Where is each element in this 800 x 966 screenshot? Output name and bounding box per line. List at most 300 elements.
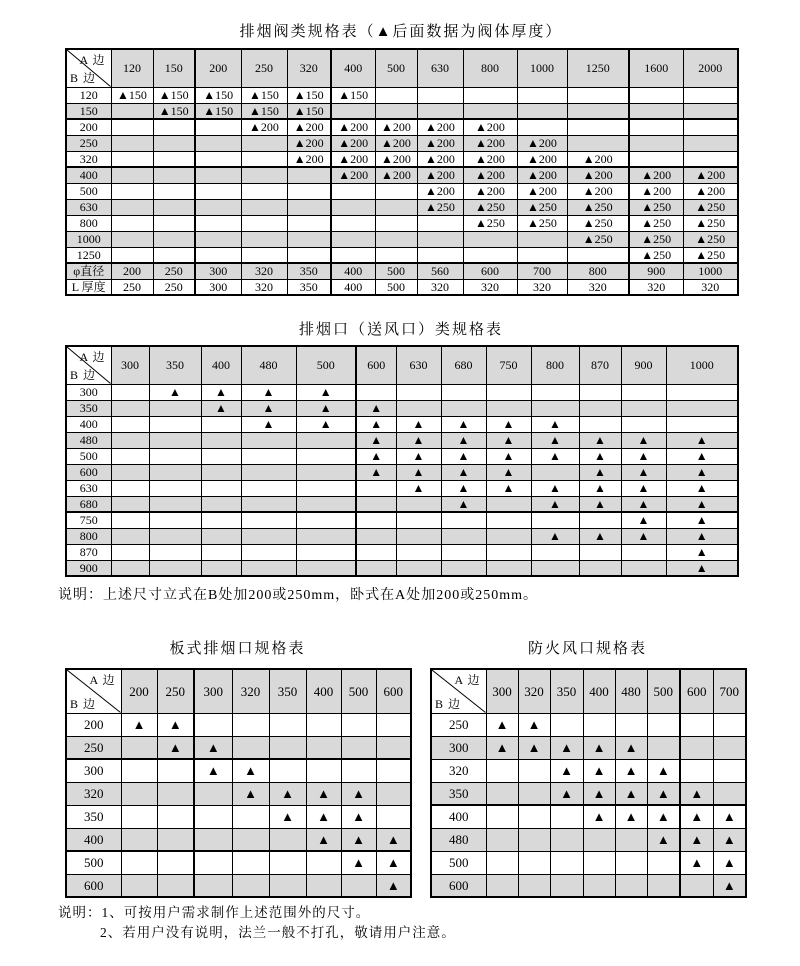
spec-cell-filled: 800 <box>567 263 629 279</box>
spec-cell-filled: ▲ <box>666 496 738 512</box>
spec-cell-filled: ▲ <box>149 384 201 400</box>
spec-cell-filled: ▲ <box>341 782 376 805</box>
spec-cell-empty <box>194 805 232 828</box>
spec-cell-empty <box>713 736 746 759</box>
outlet-table-title: 排烟口（送风口）类规格表 <box>298 322 503 338</box>
spec-cell-empty <box>375 247 417 263</box>
spec-cell-filled: 350 <box>287 279 331 295</box>
spec-cell-empty <box>195 151 241 167</box>
spec-cell-empty <box>375 215 417 231</box>
spec-cell-empty <box>463 103 517 119</box>
row-header: 120 <box>66 87 111 103</box>
spec-cell-empty <box>621 416 666 432</box>
column-header: 150 <box>153 49 195 87</box>
spec-cell-filled: ▲ <box>121 713 157 736</box>
spec-cell-empty <box>579 400 621 416</box>
column-header: 500 <box>375 49 417 87</box>
spec-cell-empty <box>375 103 417 119</box>
spec-cell-empty <box>241 528 296 544</box>
spec-cell-filled: ▲ <box>647 782 680 805</box>
spec-cell-empty <box>232 874 269 897</box>
spec-cell-filled: ▲ <box>194 759 232 782</box>
spec-cell-empty <box>518 759 550 782</box>
spec-cell-empty <box>550 805 583 828</box>
spec-cell-filled: ▲ <box>550 782 583 805</box>
row-header: 750 <box>66 512 111 528</box>
row-header: 500 <box>66 183 111 199</box>
spec-cell-empty <box>550 874 583 897</box>
spec-cell-empty <box>341 736 376 759</box>
row-header: 320 <box>431 759 486 782</box>
spec-cell-empty <box>149 400 201 416</box>
spec-cell-empty <box>153 151 195 167</box>
spec-cell-empty <box>615 874 647 897</box>
row-header: 250 <box>431 713 486 736</box>
spec-cell-empty <box>111 231 153 247</box>
spec-cell-empty <box>157 828 194 851</box>
spec-cell-filled: ▲ <box>583 759 615 782</box>
spec-cell-empty <box>287 183 331 199</box>
spec-cell-filled: ▲ <box>713 805 746 828</box>
spec-cell-empty <box>441 512 486 528</box>
spec-cell-empty <box>241 432 296 448</box>
row-header: 320 <box>66 151 111 167</box>
spec-cell-filled: ▲ <box>579 496 621 512</box>
spec-cell-filled: ▲200 <box>517 183 567 199</box>
spec-cell-empty <box>713 782 746 805</box>
spec-cell-filled: ▲ <box>615 805 647 828</box>
spec-cell-filled: ▲200 <box>463 119 517 135</box>
spec-cell-filled: ▲ <box>376 828 411 851</box>
spec-cell-empty <box>567 119 629 135</box>
spec-cell-empty <box>417 87 463 103</box>
spec-cell-filled: ▲250 <box>683 247 738 263</box>
corner-label-b-side: B 边 <box>70 70 97 85</box>
corner-label-a-side: A 边 <box>79 350 106 364</box>
spec-cell-filled: ▲200 <box>567 183 629 199</box>
spec-cell-empty <box>296 496 356 512</box>
spec-cell-empty <box>153 135 195 151</box>
spec-cell-filled: ▲ <box>531 432 579 448</box>
spec-cell-empty <box>517 87 567 103</box>
row-header: 480 <box>66 432 111 448</box>
spec-cell-empty <box>296 560 356 576</box>
spec-cell-empty <box>287 247 331 263</box>
spec-cell-filled: ▲ <box>666 560 738 576</box>
column-header: 400 <box>583 669 615 713</box>
spec-cell-filled: ▲ <box>306 805 341 828</box>
spec-cell-empty <box>153 119 195 135</box>
spec-cell-filled: ▲ <box>441 464 486 480</box>
spec-cell-filled: ▲ <box>550 759 583 782</box>
spec-cell-empty <box>195 231 241 247</box>
row-header: 630 <box>66 480 111 496</box>
spec-cell-filled: ▲150 <box>241 103 287 119</box>
spec-cell-filled: 320 <box>241 279 287 295</box>
spec-cell-filled: ▲200 <box>517 151 567 167</box>
spec-cell-filled: ▲ <box>486 713 518 736</box>
spec-cell-empty <box>567 135 629 151</box>
spec-cell-empty <box>417 247 463 263</box>
spec-cell-empty <box>241 199 287 215</box>
spec-cell-empty <box>463 231 517 247</box>
row-header: 600 <box>431 874 486 897</box>
spec-cell-empty <box>153 167 195 183</box>
spec-cell-empty <box>331 231 375 247</box>
spec-cell-empty <box>615 851 647 874</box>
table-grid <box>65 668 412 898</box>
spec-cell-filled: 700 <box>517 263 567 279</box>
spec-cell-filled: 250 <box>153 263 195 279</box>
spec-cell-filled: ▲ <box>441 496 486 512</box>
spec-cell-empty <box>194 713 232 736</box>
spec-cell-filled: ▲ <box>376 851 411 874</box>
spec-cell-filled: ▲200 <box>287 119 331 135</box>
column-header: 320 <box>232 669 269 713</box>
spec-cell-empty <box>241 135 287 151</box>
spec-cell-empty <box>153 183 195 199</box>
row-header: 300 <box>66 759 121 782</box>
spec-cell-filled: ▲ <box>621 432 666 448</box>
spec-cell-empty <box>629 87 683 103</box>
spec-cell-filled: ▲ <box>232 782 269 805</box>
spec-cell-filled: ▲ <box>194 736 232 759</box>
spec-cell-empty <box>111 151 153 167</box>
spec-cell-empty <box>550 713 583 736</box>
spec-cell-filled: ▲ <box>531 416 579 432</box>
spec-cell-filled: ▲ <box>647 805 680 828</box>
spec-cell-empty <box>331 183 375 199</box>
spec-cell-filled: ▲250 <box>683 215 738 231</box>
spec-cell-empty <box>621 544 666 560</box>
spec-cell-empty <box>680 736 713 759</box>
spec-cell-filled: ▲ <box>356 448 396 464</box>
spec-cell-empty <box>201 416 241 432</box>
column-header: 630 <box>417 49 463 87</box>
spec-cell-empty <box>195 247 241 263</box>
spec-cell-filled: ▲200 <box>417 119 463 135</box>
spec-cell-filled: ▲ <box>713 874 746 897</box>
spec-cell-empty <box>241 560 296 576</box>
spec-cell-filled: ▲200 <box>287 135 331 151</box>
bottom-note-line1: 说明：1、可按用户需求制作上述范围外的尺寸。 <box>58 905 371 920</box>
corner-label-b-side: B 边 <box>435 696 462 711</box>
spec-cell-empty <box>121 736 157 759</box>
spec-cell-filled: ▲200 <box>331 151 375 167</box>
spec-cell-empty <box>331 199 375 215</box>
spec-cell-empty <box>486 400 531 416</box>
spec-cell-empty <box>486 805 518 828</box>
spec-cell-empty <box>486 544 531 560</box>
spec-cell-empty <box>121 828 157 851</box>
spec-cell-filled: ▲ <box>579 480 621 496</box>
spec-cell-empty <box>486 512 531 528</box>
spec-cell-empty <box>486 851 518 874</box>
corner-header-cell <box>66 346 111 384</box>
spec-cell-filled: ▲ <box>531 528 579 544</box>
spec-cell-empty <box>157 805 194 828</box>
spec-cell-filled: ▲ <box>232 759 269 782</box>
plate-smoke-outlet-spec-table <box>65 668 412 898</box>
spec-cell-filled: ▲ <box>666 480 738 496</box>
spec-cell-filled: ▲ <box>241 400 296 416</box>
spec-cell-filled: ▲ <box>550 736 583 759</box>
spec-cell-empty <box>111 135 153 151</box>
spec-cell-empty <box>201 432 241 448</box>
row-header: 500 <box>431 851 486 874</box>
spec-cell-filled: ▲ <box>157 736 194 759</box>
spec-cell-filled: ▲250 <box>629 247 683 263</box>
spec-cell-filled: 400 <box>331 279 375 295</box>
spec-cell-filled: ▲ <box>647 828 680 851</box>
spec-cell-empty <box>356 480 396 496</box>
row-header: 250 <box>66 736 121 759</box>
spec-cell-empty <box>531 544 579 560</box>
spec-cell-empty <box>486 874 518 897</box>
spec-cell-empty <box>149 432 201 448</box>
spec-cell-empty <box>615 713 647 736</box>
spec-cell-filled: ▲ <box>621 464 666 480</box>
spec-cell-empty <box>149 464 201 480</box>
row-header: 400 <box>66 167 111 183</box>
spec-cell-empty <box>194 782 232 805</box>
spec-cell-filled: ▲ <box>201 384 241 400</box>
spec-cell-empty <box>486 759 518 782</box>
spec-cell-empty <box>149 528 201 544</box>
spec-cell-empty <box>241 480 296 496</box>
table-grid <box>65 48 739 296</box>
table-grid <box>65 345 739 577</box>
spec-cell-filled: ▲ <box>680 782 713 805</box>
spec-cell-empty <box>396 400 441 416</box>
spec-cell-empty <box>486 560 531 576</box>
spec-cell-filled: ▲ <box>341 828 376 851</box>
spec-cell-filled: ▲ <box>579 528 621 544</box>
spec-cell-filled: ▲ <box>486 448 531 464</box>
spec-cell-empty <box>195 199 241 215</box>
spec-cell-filled: ▲250 <box>417 199 463 215</box>
row-header: 870 <box>66 544 111 560</box>
spec-cell-filled: ▲ <box>680 805 713 828</box>
row-header: φ直径 <box>66 263 111 279</box>
spec-cell-empty <box>111 448 149 464</box>
spec-cell-empty <box>531 400 579 416</box>
row-header: 200 <box>66 119 111 135</box>
spec-cell-filled: ▲ <box>296 384 356 400</box>
column-header: 680 <box>441 346 486 384</box>
row-header: 600 <box>66 874 121 897</box>
row-header: 800 <box>66 528 111 544</box>
column-header: 320 <box>287 49 331 87</box>
spec-cell-empty <box>149 480 201 496</box>
spec-cell-filled: ▲200 <box>417 135 463 151</box>
spec-cell-filled: ▲ <box>579 448 621 464</box>
row-header: 630 <box>66 199 111 215</box>
spec-cell-empty <box>567 87 629 103</box>
spec-cell-empty <box>683 151 738 167</box>
spec-cell-filled: ▲200 <box>375 151 417 167</box>
column-header: 750 <box>486 346 531 384</box>
spec-cell-filled: 1000 <box>683 263 738 279</box>
spec-cell-empty <box>195 135 241 151</box>
spec-cell-empty <box>486 528 531 544</box>
spec-cell-filled: ▲ <box>269 805 306 828</box>
spec-cell-empty <box>396 528 441 544</box>
spec-cell-empty <box>356 496 396 512</box>
column-header: 1250 <box>567 49 629 87</box>
spec-cell-empty <box>486 828 518 851</box>
spec-cell-empty <box>647 713 680 736</box>
column-header: 250 <box>241 49 287 87</box>
row-header: 500 <box>66 851 121 874</box>
column-header: 600 <box>356 346 396 384</box>
spec-cell-empty <box>195 119 241 135</box>
column-header: 2000 <box>683 49 738 87</box>
corner-label-a-side: A 边 <box>454 673 481 687</box>
spec-cell-empty <box>683 119 738 135</box>
row-header: 250 <box>66 135 111 151</box>
spec-cell-empty <box>579 544 621 560</box>
spec-cell-filled: ▲150 <box>195 103 241 119</box>
spec-cell-empty <box>680 759 713 782</box>
spec-cell-filled: ▲200 <box>375 167 417 183</box>
spec-cell-empty <box>111 432 149 448</box>
spec-cell-filled: ▲ <box>615 736 647 759</box>
spec-cell-empty <box>629 135 683 151</box>
spec-cell-filled: ▲ <box>486 432 531 448</box>
spec-cell-filled: 250 <box>111 279 153 295</box>
spec-cell-empty <box>201 528 241 544</box>
spec-cell-empty <box>194 828 232 851</box>
spec-cell-filled: ▲200 <box>567 167 629 183</box>
column-header: 1600 <box>629 49 683 87</box>
spec-cell-empty <box>531 512 579 528</box>
spec-cell-filled: ▲150 <box>241 87 287 103</box>
spec-cell-filled: 500 <box>375 279 417 295</box>
spec-cell-empty <box>241 167 287 183</box>
spec-cell-empty <box>417 215 463 231</box>
spec-cell-filled: ▲ <box>666 512 738 528</box>
spec-cell-empty <box>195 167 241 183</box>
fire-damper-table-title: 防火风口规格表 <box>527 641 647 657</box>
spec-cell-empty <box>296 480 356 496</box>
corner-label-a-side: A 边 <box>89 673 116 687</box>
spec-cell-empty <box>287 231 331 247</box>
row-header: 150 <box>66 103 111 119</box>
spec-cell-filled: ▲ <box>680 851 713 874</box>
spec-cell-filled: ▲ <box>615 782 647 805</box>
spec-cell-empty <box>666 400 738 416</box>
spec-cell-filled: 320 <box>463 279 517 295</box>
corner-label-b-side: B 边 <box>70 696 97 711</box>
mid-note: 说明：上述尺寸立式在B处加200或250mm，卧式在A处加200或250mm。 <box>58 588 539 603</box>
spec-cell-filled: ▲ <box>441 416 486 432</box>
spec-cell-empty <box>396 496 441 512</box>
spec-cell-empty <box>153 215 195 231</box>
spec-cell-filled: 560 <box>417 263 463 279</box>
spec-cell-empty <box>296 448 356 464</box>
spec-cell-empty <box>518 828 550 851</box>
spec-cell-empty <box>111 544 149 560</box>
spec-cell-filled: ▲ <box>621 496 666 512</box>
spec-cell-filled: ▲250 <box>517 215 567 231</box>
spec-cell-empty <box>296 512 356 528</box>
spec-cell-empty <box>111 464 149 480</box>
spec-cell-empty <box>232 713 269 736</box>
spec-cell-empty <box>376 759 411 782</box>
spec-cell-filled: ▲ <box>666 464 738 480</box>
spec-cell-empty <box>518 782 550 805</box>
spec-cell-filled: ▲250 <box>629 231 683 247</box>
spec-cell-filled: ▲250 <box>463 199 517 215</box>
column-header: 500 <box>647 669 680 713</box>
row-header: 400 <box>66 828 121 851</box>
spec-cell-empty <box>375 87 417 103</box>
spec-cell-empty <box>111 103 153 119</box>
column-header: 600 <box>376 669 411 713</box>
row-header: 400 <box>66 416 111 432</box>
spec-cell-filled: ▲ <box>666 432 738 448</box>
spec-cell-empty <box>680 874 713 897</box>
spec-cell-empty <box>111 528 149 544</box>
spec-cell-empty <box>376 805 411 828</box>
spec-cell-filled: ▲200 <box>463 183 517 199</box>
spec-cell-empty <box>241 247 287 263</box>
spec-cell-empty <box>517 247 567 263</box>
column-header: 700 <box>713 669 746 713</box>
spec-cell-empty <box>647 736 680 759</box>
spec-cell-filled: ▲ <box>579 464 621 480</box>
spec-cell-empty <box>241 215 287 231</box>
spec-cell-filled: ▲ <box>241 384 296 400</box>
spec-cell-empty <box>629 151 683 167</box>
spec-cell-filled: ▲150 <box>287 103 331 119</box>
spec-cell-filled: ▲200 <box>287 151 331 167</box>
spec-cell-filled: 350 <box>287 263 331 279</box>
spec-cell-filled: ▲ <box>396 432 441 448</box>
spec-cell-empty <box>111 167 153 183</box>
spec-cell-filled: ▲ <box>666 528 738 544</box>
spec-cell-filled: 500 <box>375 263 417 279</box>
fire-damper-spec-table <box>430 668 747 898</box>
spec-cell-empty <box>241 183 287 199</box>
spec-cell-empty <box>241 496 296 512</box>
spec-cell-empty <box>680 713 713 736</box>
spec-cell-empty <box>201 496 241 512</box>
spec-cell-filled: ▲ <box>356 432 396 448</box>
spec-cell-filled: ▲250 <box>567 231 629 247</box>
spec-cell-filled: ▲150 <box>153 103 195 119</box>
spec-cell-filled: ▲200 <box>629 167 683 183</box>
spec-cell-filled: ▲200 <box>517 167 567 183</box>
spec-cell-filled: ▲200 <box>417 151 463 167</box>
spec-cell-empty <box>621 384 666 400</box>
spec-cell-empty <box>375 199 417 215</box>
spec-cell-empty <box>296 464 356 480</box>
spec-cell-filled: 320 <box>417 279 463 295</box>
spec-cell-filled: ▲250 <box>517 199 567 215</box>
bottom-notes <box>58 903 456 943</box>
spec-cell-empty <box>531 560 579 576</box>
column-header: 400 <box>201 346 241 384</box>
spec-cell-filled: ▲ <box>341 805 376 828</box>
spec-cell-empty <box>621 400 666 416</box>
spec-cell-filled: ▲ <box>341 851 376 874</box>
spec-cell-empty <box>296 544 356 560</box>
corner-header-cell <box>66 669 121 713</box>
spec-cell-filled: 300 <box>195 279 241 295</box>
table-grid <box>430 668 747 898</box>
